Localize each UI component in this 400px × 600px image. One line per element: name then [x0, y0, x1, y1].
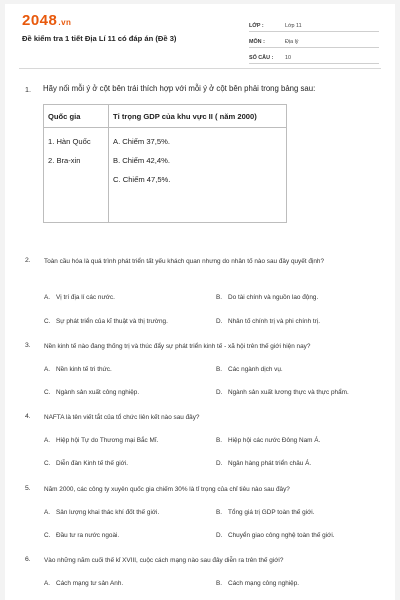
meta-key: MÔN :: [249, 39, 265, 45]
country-item: 1. Hàn Quốc: [48, 137, 91, 146]
question-text: Toàn cầu hóa là quá trình phát triển tất yếu khách quan nhưng do nhân tố nào sau đây quyết định?: [44, 258, 324, 265]
option-c[interactable]: C. Đầu tư ra nước ngoài.: [44, 532, 120, 539]
option-a[interactable]: A. Sản lượng khai thác khí đốt thế giới.: [44, 509, 160, 516]
option-a[interactable]: A. Vị trí địa lí các nước.: [44, 294, 115, 301]
option-a[interactable]: A. Cách mạng tư sản Anh.: [44, 580, 124, 587]
share-item: B. Chiếm 42,4%.: [113, 156, 170, 165]
col2-cell: [109, 128, 287, 223]
meta-row-count: [249, 48, 379, 64]
meta-value: Lớp 11: [285, 23, 302, 29]
question-text: Nền kinh tế nào đang thống trị và thúc đẩy sự phát triển kinh tế - xã hội trên thế giới hiện nay?: [44, 343, 311, 350]
question-text: Vào những năm cuối thế kỉ XVIII, cuộc cách mạng nào sau đây diễn ra trên thế giới?: [44, 557, 284, 564]
document-header: [5, 4, 395, 62]
meta-value: 10: [285, 55, 291, 61]
question-text: Hãy nối mỗi ý ở cột bên trái thích hợp với mỗi ý ở cột bên phải trong bảng sau:: [43, 84, 316, 93]
country-item: 2. Bra-xin: [48, 156, 81, 165]
meta-row-subject: [249, 32, 379, 48]
meta-key: LỚP :: [249, 23, 264, 29]
matching-table: [43, 104, 287, 223]
option-c[interactable]: C. Ngành sản xuất công nghiệp.: [44, 389, 140, 396]
option-b[interactable]: B. Hiệp hội các nước Đông Nam Á.: [216, 437, 321, 444]
site-logo[interactable]: [22, 12, 71, 29]
option-c[interactable]: C. Sự phát triển của kĩ thuật và thị trường.: [44, 318, 168, 325]
table-header-row: [44, 105, 287, 128]
option-b[interactable]: B. Cách mạng công nghiệp.: [216, 580, 300, 587]
option-b[interactable]: B. Do tài chính và nguồn lao động.: [216, 294, 319, 301]
option-a[interactable]: A. Hiệp hội Tự do Thương mại Bắc Mĩ.: [44, 437, 159, 444]
header-divider: [19, 68, 381, 69]
option-c[interactable]: C. Diễn đàn Kinh tế thế giới.: [44, 460, 129, 467]
question-text: NAFTA là tên viết tắt của tổ chức liên kết nào sau đây?: [44, 414, 200, 421]
option-d[interactable]: D. Chuyển giao công nghệ toàn thế giới.: [216, 532, 335, 539]
question-number: 5.: [25, 485, 31, 492]
logo-text: 2048: [22, 12, 58, 29]
meta-row-class: [249, 16, 379, 32]
option-b[interactable]: B. Tổng giá trị GDP toàn thế giới.: [216, 509, 315, 516]
question-number: 3.: [25, 342, 31, 349]
meta-table: [249, 16, 379, 64]
question-number: 1.: [25, 85, 31, 94]
option-d[interactable]: D. Nhân tố chính trị và phi chính trị.: [216, 318, 321, 325]
question-text: Năm 2000, các công ty xuyên quốc gia chiếm 30% là tỉ trọng của chỉ tiêu nào sau đây?: [44, 486, 290, 493]
table-body-row: [44, 128, 287, 223]
col2-header: Tỉ trọng GDP của khu vực II ( năm 2000): [109, 105, 287, 128]
option-d[interactable]: D. Ngân hàng phát triển châu Á.: [216, 460, 312, 467]
col1-header: Quốc gia: [44, 105, 109, 128]
document-page: [5, 4, 395, 600]
option-a[interactable]: A. Nền kinh tế tri thức.: [44, 366, 112, 373]
question-number: 6.: [25, 556, 31, 563]
share-item: A. Chiếm 37,5%.: [113, 137, 170, 146]
col1-cell: [44, 128, 109, 223]
option-d[interactable]: D. Ngành sản xuất lương thực và thực phẩm.: [216, 389, 349, 396]
meta-key: SỐ CÂU :: [249, 55, 274, 61]
question-number: 2.: [25, 257, 31, 264]
question-number: 4.: [25, 413, 31, 420]
document-title: Đề kiểm tra 1 tiết Địa Lí 11 có đáp án (Đề 3): [22, 34, 177, 43]
share-item: C. Chiếm 47,5%.: [113, 175, 171, 184]
option-b[interactable]: B. Các ngành dịch vụ.: [216, 366, 283, 373]
logo-tld: .vn: [58, 18, 72, 27]
meta-value: Địa lý: [285, 39, 299, 45]
